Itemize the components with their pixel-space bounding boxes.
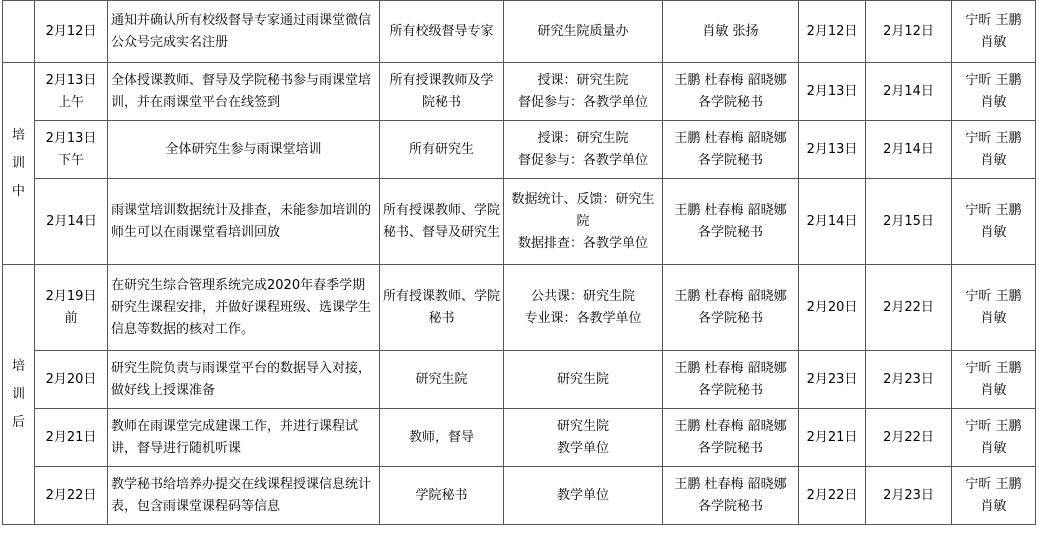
responsible-cell: 教学单位 [504,467,663,525]
table-row [3,467,1036,525]
target-cell: 所有授课教师、学院 秘书、督导及研究生 [380,179,504,265]
responsible-cell: 研究生院质量办 [504,1,663,63]
contact-cell: 王鹏 杜春梅 韶晓娜 各学院秘书 [663,121,799,179]
supervisor-cell: 宁昕 王鹏 肖敏 [952,409,1036,467]
responsible-cell: 研究生院 [504,351,663,409]
start-date-cell: 2月21日 [799,409,866,467]
target-cell: 所有研究生 [380,121,504,179]
table-row [3,409,1036,467]
stage-cell: 培 训 中 [3,63,35,265]
contact-cell: 肖敏 张扬 [663,1,799,63]
start-date-cell: 2月14日 [799,179,866,265]
task-cell: 教学秘书给培养办提交在线课程授课信息统计表，包含雨课堂课程码等信息 [108,467,380,525]
date-cell: 2月14日 [35,179,108,265]
stage-cell [3,1,35,63]
supervisor-cell: 宁昕 王鹏 肖敏 [952,351,1036,409]
supervisor-cell: 宁昕 王鹏 肖敏 [952,467,1036,525]
contact-cell: 王鹏 杜春梅 韶晓娜 各学院秘书 [663,467,799,525]
date-cell: 2月12日 [35,1,108,63]
contact-cell: 王鹏 杜春梅 韶晓娜 各学院秘书 [663,63,799,121]
start-date-cell: 2月12日 [799,1,866,63]
supervisor-cell: 宁昕 王鹏 肖敏 [952,63,1036,121]
target-cell: 研究生院 [380,351,504,409]
start-date-cell: 2月13日 [799,63,866,121]
table-row [3,121,1036,179]
date-cell: 2月19日 前 [35,265,108,351]
start-date-cell: 2月20日 [799,265,866,351]
contact-cell: 王鹏 杜春梅 韶晓娜 各学院秘书 [663,351,799,409]
end-date-cell: 2月15日 [866,179,952,265]
responsible-cell: 授课：研究生院 督促参与：各教学单位 [504,121,663,179]
responsible-cell: 公共课：研究生院 专业课：各教学单位 [504,265,663,351]
table-row [3,1,1036,63]
target-cell: 所有校级督导专家 [380,1,504,63]
task-cell: 教师在雨课堂完成建课工作，并进行课程试讲，督导进行随机听课 [108,409,380,467]
task-cell: 全体授课教师、督导及学院秘书参与雨课堂培训，并在雨课堂平台在线签到 [108,63,380,121]
supervisor-cell: 宁昕 王鹏 肖敏 [952,1,1036,63]
date-cell: 2月21日 [35,409,108,467]
supervisor-cell: 宁昕 王鹏 肖敏 [952,121,1036,179]
start-date-cell: 2月23日 [799,351,866,409]
end-date-cell: 2月12日 [866,1,952,63]
target-cell: 教师，督导 [380,409,504,467]
supervisor-cell: 宁昕 王鹏 肖敏 [952,179,1036,265]
task-cell: 研究生院负责与雨课堂平台的数据导入对接，做好线上授课准备 [108,351,380,409]
end-date-cell: 2月23日 [866,351,952,409]
table-row [3,351,1036,409]
start-date-cell: 2月22日 [799,467,866,525]
task-cell: 通知并确认所有校级督导专家通过雨课堂微信公众号完成实名注册 [108,1,380,63]
table-row [3,179,1036,265]
contact-cell: 王鹏 杜春梅 韶晓娜 各学院秘书 [663,409,799,467]
date-cell: 2月20日 [35,351,108,409]
end-date-cell: 2月22日 [866,265,952,351]
contact-cell: 王鹏 杜春梅 韶晓娜 各学院秘书 [663,265,799,351]
responsible-cell: 授课：研究生院 督促参与：各教学单位 [504,63,663,121]
task-cell: 全体研究生参与雨课堂培训 [108,121,380,179]
target-cell: 学院秘书 [380,467,504,525]
responsible-cell: 研究生院 教学单位 [504,409,663,467]
contact-cell: 王鹏 杜春梅 韶晓娜 各学院秘书 [663,179,799,265]
date-cell: 2月13日 下午 [35,121,108,179]
end-date-cell: 2月14日 [866,121,952,179]
start-date-cell: 2月13日 [799,121,866,179]
end-date-cell: 2月23日 [866,467,952,525]
date-cell: 2月13日 上午 [35,63,108,121]
target-cell: 所有授课教师及学 院秘书 [380,63,504,121]
end-date-cell: 2月22日 [866,409,952,467]
end-date-cell: 2月14日 [866,63,952,121]
task-cell: 雨课堂培训数据统计及排查，未能参加培训的师生可以在雨课堂看培训回放 [108,179,380,265]
target-cell: 所有授课教师、学院 秘书 [380,265,504,351]
date-cell: 2月22日 [35,467,108,525]
task-cell: 在研究生综合管理系统完成2020年春季学期研究生课程安排，并做好课程班级、选课学生信息等数据的核对工作。 [108,265,380,351]
table-row [3,63,1036,121]
supervisor-cell: 宁昕 王鹏 肖敏 [952,265,1036,351]
training-schedule-table [2,0,1036,525]
responsible-cell: 数据统计、反馈：研究生 院 数据排查：各教学单位 [504,179,663,265]
stage-cell: 培 训 后 [3,265,35,525]
table-row [3,265,1036,351]
